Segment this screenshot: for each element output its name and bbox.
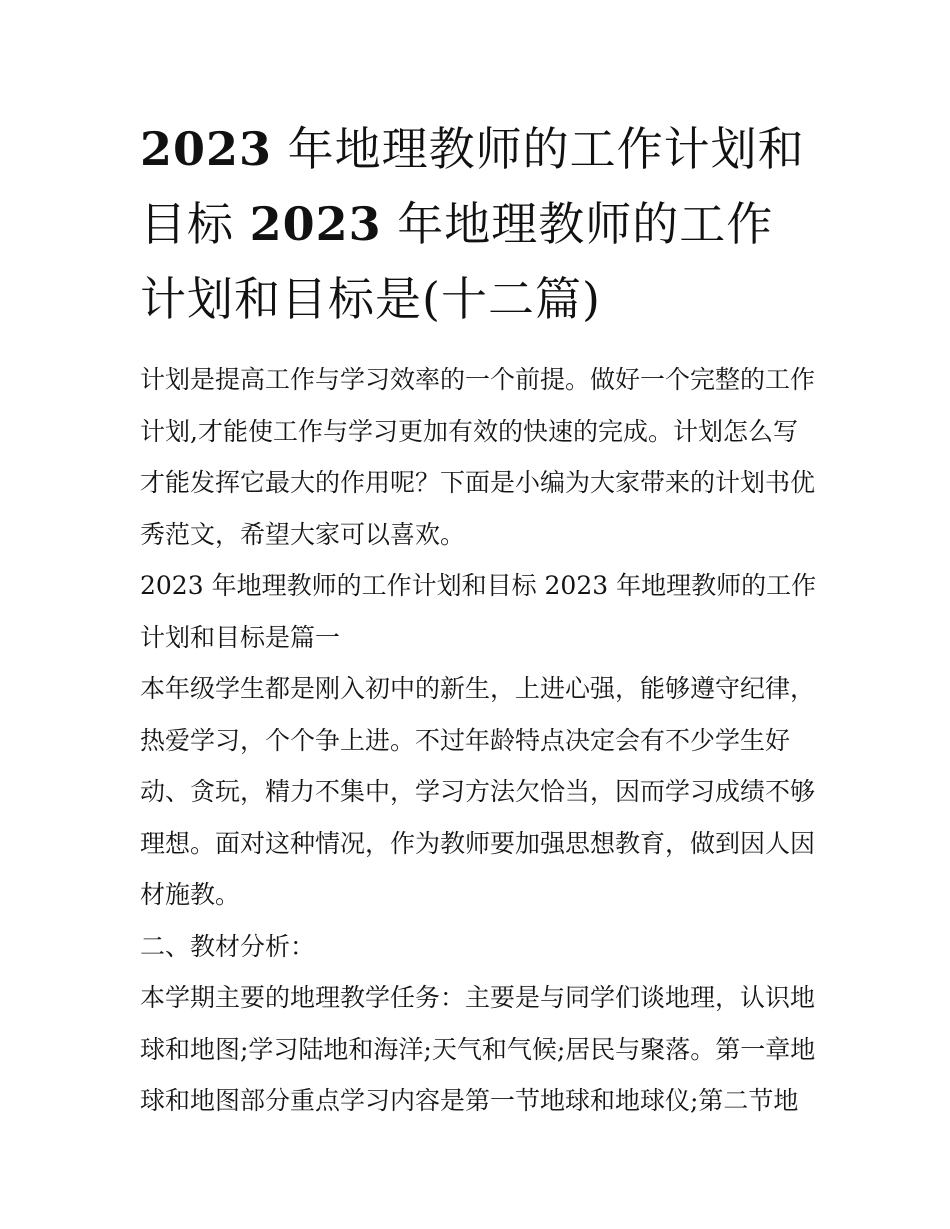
paragraph-heading-part-one: 2023 年地理教师的工作计划和目标 2023 年地理教师的工作计划和目标是篇一: [140, 571, 817, 652]
paragraph-intro: 计划是提高工作与学习效率的一个前提。做好一个完整的工作计划,才能使工作与学习更加有效的快速的完成。计划怎么写才能发挥它最大的作用呢？下面是小编为大家带来的计划书优秀范文，希望大家可以喜欢。: [140, 365, 816, 549]
paragraph-teaching-tasks: 本学期主要的地理教学任务：主要是与同学们谈地理，认识地球和地图;学习陆地和海洋;天气和气候;居民与聚落。第一章地球和地图部分重点学习内容是第一节地球和地球仪;第二节地: [140, 983, 816, 1115]
title-year-2: 2023: [249, 197, 382, 251]
title-year-1: 2023: [140, 122, 273, 176]
title-text-2: 年地理教师的工作计划和目标是(十二篇): [140, 197, 774, 326]
paragraph-section-heading: 二、教材分析：: [140, 931, 316, 961]
document-body: [140, 354, 820, 1127]
title-text-1: 年地理教师的工作计划和目标: [140, 122, 805, 251]
paragraph-student-analysis: 本年级学生都是刚入初中的新生，上进心强，能够遵守纪律，热爱学习，个个争上进。不过年龄特点决定会有不少学生好动、贪玩，精力不集中，学习方法欠恰当，因而学习成绩不够理想。面对这种情况，作为教师要加强思想教育，做到因人因材施教。: [140, 674, 816, 909]
document-title: [140, 112, 820, 337]
